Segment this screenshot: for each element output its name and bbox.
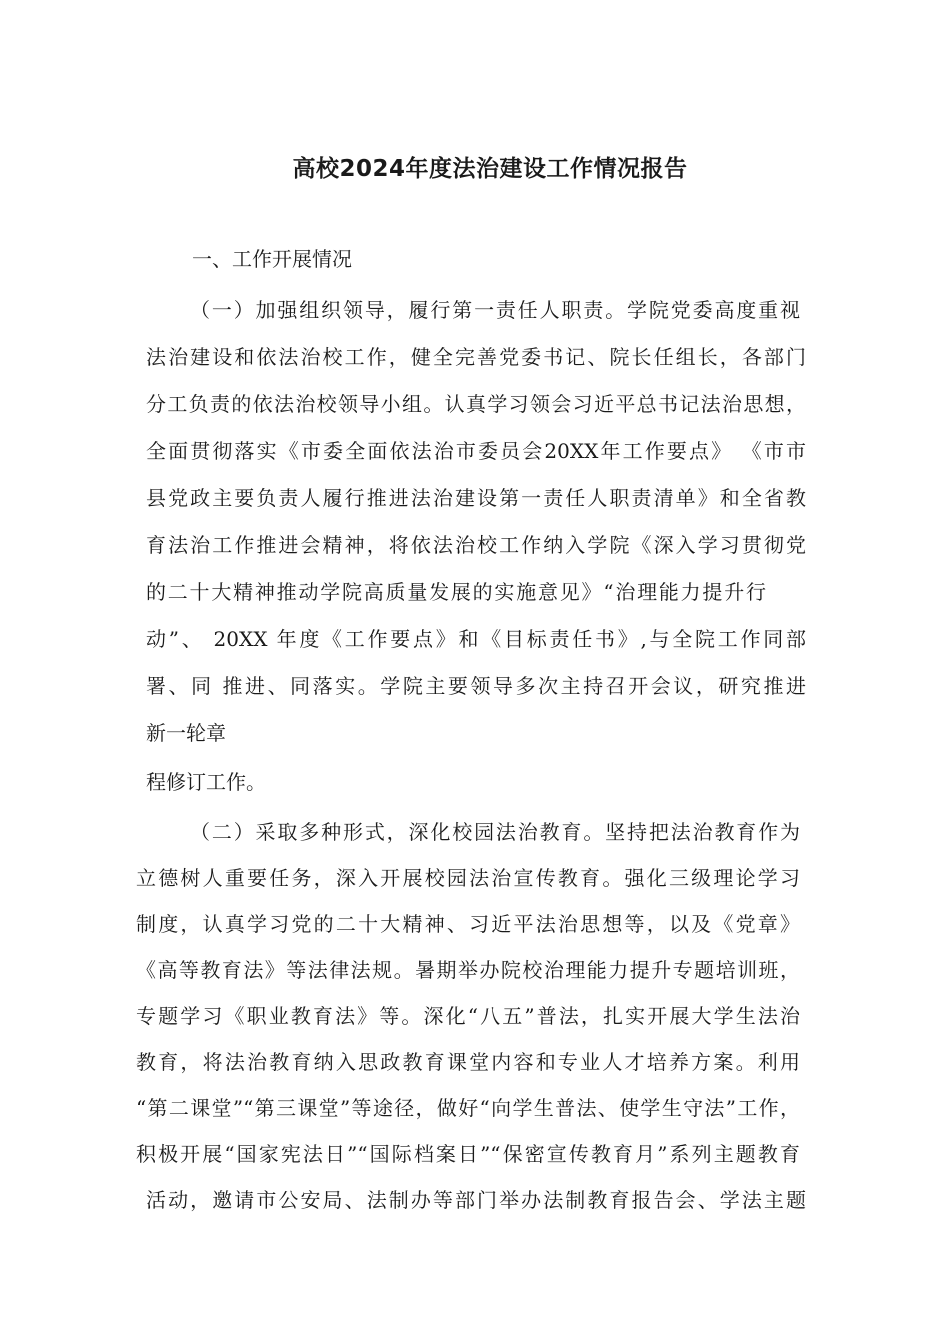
paragraph-line: 程修订工作。 [146, 770, 266, 794]
paragraph-line: 专题学习《职业教育法》等。深化“八五”普法，扎实开展大学生法治 [136, 1004, 800, 1028]
document-title: 高校2024年度法治建设工作情况报告 [292, 156, 688, 182]
paragraph-line: 动”、 20XX 年度《工作要点》和《目标责任书》,与全院工作同部 [146, 627, 806, 651]
paragraph-line: “第二课堂”“第三课堂”等途径，做好“向学生普法、使学生守法”工作， [136, 1096, 800, 1120]
paragraph-line: 法治建设和依法治校工作，健全完善党委书记、院长任组长，各部门 [146, 345, 806, 369]
paragraph-line: 分工负责的依法治校领导小组。认真学习领会习近平总书记法治思想， [146, 392, 806, 416]
paragraph-line: 育法治工作推进会精神，将依法治校工作纳入学院《深入学习贯彻党 [146, 533, 806, 557]
paragraph-line: 制度，认真学习党的二十大精神、习近平法治思想等，以及《党章》 [136, 912, 800, 936]
paragraph-line: 积极开展“国家宪法日”“国际档案日”“保密宣传教育月”系列主题教育 [136, 1142, 800, 1166]
paragraph-line: （二）采取多种形式，深化校园法治教育。坚持把法治教育作为 [190, 820, 800, 844]
paragraph-line: 县党政主要负责人履行推进法治建设第一责任人职责清单》和全省教 [146, 486, 806, 510]
section-heading: 一、工作开展情况 [192, 247, 352, 271]
paragraph-line: 新一轮章 [146, 721, 226, 745]
paragraph-line: （一）加强组织领导，履行第一责任人职责。学院党委高度重视 [190, 298, 800, 322]
paragraph-line: 立德树人重要任务，深入开展校园法治宣传教育。强化三级理论学习 [136, 866, 800, 890]
paragraph-line: 活动，邀请市公安局、法制办等部门举办法制教育报告会、学法主题 [146, 1188, 806, 1212]
paragraph-line: 的二十大精神推动学院高质量发展的实施意见》“治理能力提升行 [146, 580, 766, 604]
paragraph-line: 全面贯彻落实《市委全面依法治市委员会20XX年工作要点》 《市市 [146, 439, 806, 463]
paragraph-line: 署、同 推进、同落实。学院主要领导多次主持召开会议，研究推进 [146, 674, 806, 698]
paragraph-line: 《高等教育法》等法律法规。暑期举办院校治理能力提升专题培训班， [136, 958, 800, 982]
paragraph-line: 教育，将法治教育纳入思政教育课堂内容和专业人才培养方案。利用 [136, 1050, 800, 1074]
